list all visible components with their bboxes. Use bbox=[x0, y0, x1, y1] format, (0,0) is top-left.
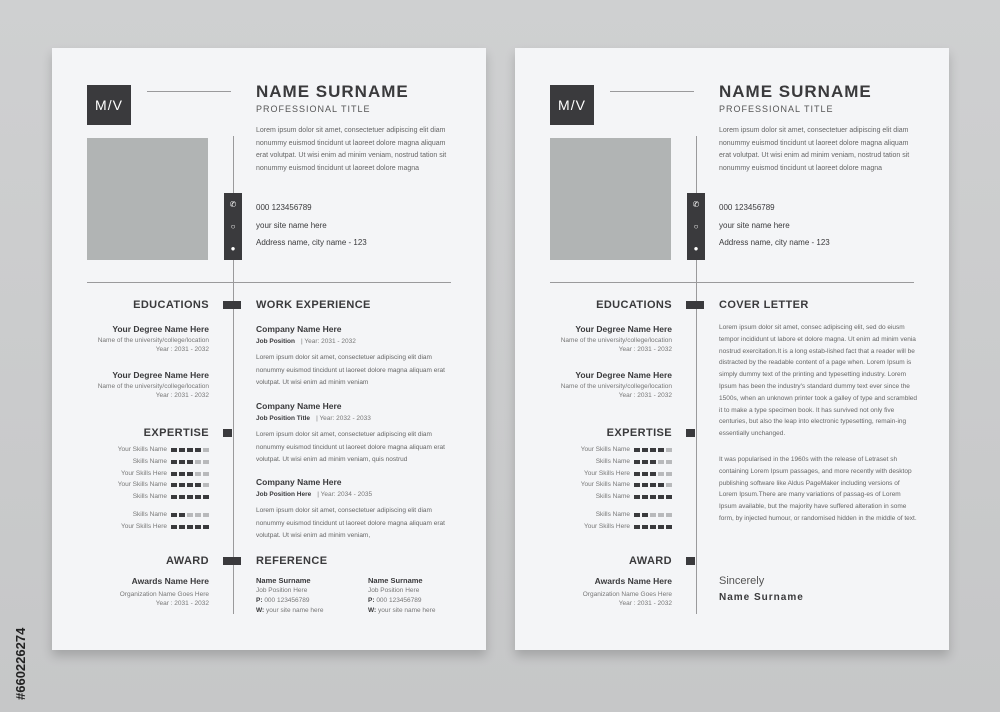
skill-level-dot bbox=[650, 525, 656, 529]
skill-label: Skills Name bbox=[132, 493, 167, 500]
skill-level-dot bbox=[634, 460, 640, 464]
skill-level-dot bbox=[658, 525, 664, 529]
full-name: NAME SURNAME bbox=[256, 82, 409, 101]
skill-level-dot bbox=[650, 460, 656, 464]
section-rule bbox=[87, 282, 451, 283]
cover-letter-heading: COVER LETTER bbox=[719, 299, 809, 311]
skill-level-dot bbox=[179, 460, 185, 464]
skill-level-dot bbox=[187, 460, 193, 464]
closing-salutation: Sincerely bbox=[719, 575, 765, 587]
photo-placeholder bbox=[550, 138, 671, 260]
skill-row bbox=[133, 493, 209, 500]
skill-level-dot bbox=[203, 513, 209, 517]
education-item: Your Degree Name Here Name of the university/college/location Year : 2031 - 2032 bbox=[560, 370, 672, 399]
skill-level-dot bbox=[650, 513, 656, 517]
contact-site: your site name here bbox=[256, 221, 327, 230]
skill-row bbox=[118, 446, 209, 453]
cover-letter-page bbox=[515, 48, 949, 650]
skill-level-dot bbox=[187, 448, 193, 452]
section-rule bbox=[550, 282, 914, 283]
skill-level-dot bbox=[187, 483, 193, 487]
globe-icon: ○ bbox=[693, 221, 699, 231]
skill-level-dot bbox=[642, 448, 648, 452]
skill-level-meter bbox=[634, 495, 672, 499]
skill-level-dot bbox=[642, 483, 648, 487]
education-item: Your Degree Name Here Name of the university/college/location Year : 2031 - 2032 bbox=[560, 324, 672, 353]
work-experience-heading: WORK EXPERIENCE bbox=[256, 299, 371, 311]
skill-level-dot bbox=[203, 460, 209, 464]
skill-level-dot bbox=[666, 448, 672, 452]
contact-address: Address name, city name - 123 bbox=[719, 238, 830, 247]
skill-row bbox=[584, 470, 672, 477]
skill-level-dot bbox=[642, 472, 648, 476]
skill-level-dot bbox=[634, 448, 640, 452]
job-entry: Company Name Here Job Position Here | Year: 2034 - 2035 Lorem ipsum dolor sit amet, consectetuer adipiscing elit diam nonummy euismod tincidunt ut laoreet dolore magna aliquam erat volutpat. Ut wisi enim ad minim veniam, bbox=[256, 477, 445, 539]
reference-item: Name Surname Job Position Here P: 000 123456789 W: your site name here bbox=[256, 576, 324, 614]
skill-level-dot bbox=[642, 525, 648, 529]
skill-level-dot bbox=[634, 483, 640, 487]
skill-level-meter bbox=[634, 483, 672, 487]
educations-heading: EDUCATIONS bbox=[596, 299, 672, 311]
skill-level-meter bbox=[171, 448, 209, 452]
header-rule bbox=[610, 91, 694, 92]
contact-phone: 000 123456789 bbox=[719, 203, 775, 212]
skill-level-dot bbox=[195, 513, 201, 517]
skill-level-dot bbox=[203, 448, 209, 452]
skill-row bbox=[581, 481, 672, 488]
skill-level-meter bbox=[171, 525, 209, 529]
skill-label: Skills Name bbox=[132, 511, 167, 518]
skill-level-dot bbox=[179, 472, 185, 476]
skill-level-dot bbox=[634, 495, 640, 499]
skill-row bbox=[596, 458, 672, 465]
skill-level-dot bbox=[650, 472, 656, 476]
phone-icon: ✆ bbox=[692, 199, 700, 209]
skill-row bbox=[581, 446, 672, 453]
cover-letter-paragraph: It was popularised in the 1960s with the release of Letraset sh containing Lorem Ipsum passages, and more recently with desktop publishing software like Aldus PageMaker including versions of Lorem Ipsum.There are many variations of passag-es of Lorem Ipsum available, but the majority have suffered alteration in some form, by injected humour, or randomised hidden in the middle of text. bbox=[719, 456, 917, 522]
skill-level-dot bbox=[666, 472, 672, 476]
skill-level-dot bbox=[187, 513, 193, 517]
skill-level-dot bbox=[634, 513, 640, 517]
contact-icon-bar bbox=[224, 193, 242, 260]
skill-level-dot bbox=[195, 472, 201, 476]
skill-level-dot bbox=[171, 495, 177, 499]
skill-label: Skills Name bbox=[132, 458, 167, 465]
education-item: Your Degree Name Here Name of the university/college/location Year : 2031 - 2032 bbox=[97, 324, 209, 353]
skill-row bbox=[121, 523, 209, 530]
skill-level-meter bbox=[634, 525, 672, 529]
skill-level-dot bbox=[642, 495, 648, 499]
skill-row bbox=[133, 458, 209, 465]
skill-level-dot bbox=[634, 525, 640, 529]
skill-level-meter bbox=[171, 495, 209, 499]
skill-level-dot bbox=[179, 448, 185, 452]
skill-label: Your Skills Here bbox=[120, 523, 167, 530]
skill-row bbox=[118, 481, 209, 488]
skill-label: Skills Name bbox=[595, 511, 630, 518]
skill-level-dot bbox=[179, 525, 185, 529]
skill-level-dot bbox=[179, 495, 185, 499]
contact-phone: 000 123456789 bbox=[256, 203, 312, 212]
skill-level-dot bbox=[650, 448, 656, 452]
skill-label: Your Skills Here bbox=[583, 523, 630, 530]
skill-level-dot bbox=[179, 483, 185, 487]
skill-level-dot bbox=[666, 483, 672, 487]
skill-level-dot bbox=[203, 483, 209, 487]
skill-level-dot bbox=[658, 448, 664, 452]
section-marker bbox=[223, 557, 241, 565]
skill-level-dot bbox=[642, 460, 648, 464]
full-name: NAME SURNAME bbox=[719, 82, 872, 101]
skill-level-dot bbox=[195, 495, 201, 499]
skill-level-dot bbox=[634, 472, 640, 476]
skill-level-dot bbox=[650, 495, 656, 499]
resume-page bbox=[52, 48, 486, 650]
stock-id-vertical: #660226274 bbox=[13, 627, 28, 700]
skill-level-dot bbox=[187, 525, 193, 529]
expertise-heading: EXPERTISE bbox=[143, 427, 209, 439]
phone-icon: ✆ bbox=[229, 199, 237, 209]
skill-level-dot bbox=[658, 513, 664, 517]
skill-row bbox=[596, 493, 672, 500]
skill-level-dot bbox=[658, 472, 664, 476]
skill-label: Skills Name bbox=[595, 458, 630, 465]
skill-level-meter bbox=[634, 460, 672, 464]
monogram-badge: M/V bbox=[550, 85, 594, 125]
award-item: Awards Name Here Organization Name Goes Here Year : 2031 - 2032 bbox=[582, 576, 672, 607]
skill-level-dot bbox=[171, 513, 177, 517]
reference-item: Name Surname Job Position Here P: 000 123456789 W: your site name here bbox=[368, 576, 436, 614]
skill-level-meter bbox=[171, 483, 209, 487]
skill-label: Your Skills Name bbox=[580, 481, 630, 488]
skill-level-dot bbox=[195, 460, 201, 464]
job-entry: Company Name Here Job Position Title | Year: 2032 - 2033 Lorem ipsum dolor sit amet, consectetuer adipiscing elit diam nonummy euismod tincidunt ut laoreet dolore magna aliquam erat volutpat. Ut wisi enim ad minim veniam, quis nostrud bbox=[256, 401, 445, 463]
signature-name: Name Surname bbox=[719, 592, 804, 603]
intro-paragraph: Lorem ipsum dolor sit amet, consectetuer adipiscing elit diam nonummy euismod tincidunt ut laoreet dolore magna aliquam erat volutpat. Ut wisi enim ad minim veniam, nostrud tation sit nonummy euismod tincidunt ut laoreet dolore magna bbox=[256, 127, 447, 172]
contact-site: your site name here bbox=[719, 221, 790, 230]
reference-heading: REFERENCE bbox=[256, 555, 328, 567]
skill-level-meter bbox=[634, 513, 672, 517]
section-marker bbox=[223, 429, 232, 437]
skill-level-dot bbox=[666, 525, 672, 529]
section-marker bbox=[686, 301, 704, 309]
skill-level-meter bbox=[171, 460, 209, 464]
skill-level-dot bbox=[666, 513, 672, 517]
award-item: Awards Name Here Organization Name Goes Here Year : 2031 - 2032 bbox=[119, 576, 209, 607]
skill-level-dot bbox=[179, 513, 185, 517]
skill-level-dot bbox=[195, 448, 201, 452]
skill-level-dot bbox=[171, 460, 177, 464]
skill-label: Your Skills Name bbox=[117, 446, 167, 453]
skill-level-meter bbox=[634, 472, 672, 476]
intro-paragraph: Lorem ipsum dolor sit amet, consectetuer adipiscing elit diam nonummy euismod tincidunt ut laoreet dolore magna aliquam erat volutpat. Ut wisi enim ad minim veniam, nostrud tation sit nonummy euismod tincidunt ut laoreet dolore magna bbox=[719, 127, 910, 172]
skill-row bbox=[121, 470, 209, 477]
skill-level-meter bbox=[171, 513, 209, 517]
skill-level-dot bbox=[650, 483, 656, 487]
skill-row bbox=[584, 523, 672, 530]
skill-label: Skills Name bbox=[595, 493, 630, 500]
skill-level-dot bbox=[203, 495, 209, 499]
education-item: Your Degree Name Here Name of the university/college/location Year : 2031 - 2032 bbox=[97, 370, 209, 399]
section-marker bbox=[686, 557, 695, 565]
section-marker bbox=[223, 301, 241, 309]
award-heading: AWARD bbox=[166, 555, 209, 567]
contact-icon-bar bbox=[687, 193, 705, 260]
skill-level-dot bbox=[666, 460, 672, 464]
globe-icon: ○ bbox=[230, 221, 236, 231]
award-heading: AWARD bbox=[629, 555, 672, 567]
skill-level-dot bbox=[666, 495, 672, 499]
skill-row bbox=[596, 511, 672, 518]
cover-letter-paragraph: Lorem ipsum dolor sit amet, consec adipiscing elit, sed do eiusm tempor incididunt ut labore et dolore magna. Ut enim ad minim venia nostrud exercitation.It is a long estab-lished fact that a reader will be distracted by the readable content of a page when. Lorem Ipsum is simply dummy text of the printing and typesetting industry. Lorem Ipsum has been the industry's standard dummy text ever since the 1500s, when an unknown printer took a galley of type and scrambled it to make a type specimen book. It has survived not only five centuries, but also the leap into electronic typesetting, remain-ing essentially unchanged. bbox=[719, 324, 918, 438]
location-pin-icon: ● bbox=[693, 244, 699, 254]
professional-title: PROFESSIONAL TITLE bbox=[256, 104, 371, 114]
skill-level-dot bbox=[171, 483, 177, 487]
skill-level-meter bbox=[634, 448, 672, 452]
skill-level-dot bbox=[171, 448, 177, 452]
educations-heading: EDUCATIONS bbox=[133, 299, 209, 311]
skill-level-meter bbox=[171, 472, 209, 476]
skill-level-dot bbox=[195, 483, 201, 487]
expertise-heading: EXPERTISE bbox=[606, 427, 672, 439]
section-marker bbox=[686, 429, 695, 437]
skill-row bbox=[133, 511, 209, 518]
skill-label: Your Skills Name bbox=[117, 481, 167, 488]
skill-label: Your Skills Here bbox=[583, 470, 630, 477]
skill-level-dot bbox=[187, 472, 193, 476]
header-rule bbox=[147, 91, 231, 92]
monogram-badge: M/V bbox=[87, 85, 131, 125]
skill-label: Your Skills Here bbox=[120, 470, 167, 477]
skill-level-dot bbox=[658, 483, 664, 487]
skill-level-dot bbox=[658, 495, 664, 499]
job-entry: Company Name Here Job Position | Year: 2031 - 2032 Lorem ipsum dolor sit amet, consectetuer adipiscing elit diam nonummy euismod tincidunt ut laoreet dolore magna aliquam erat volutpat. Ut wisi enim ad minim veniam bbox=[256, 324, 445, 386]
professional-title: PROFESSIONAL TITLE bbox=[719, 104, 834, 114]
skill-level-dot bbox=[658, 460, 664, 464]
skill-label: Your Skills Name bbox=[580, 446, 630, 453]
contact-address: Address name, city name - 123 bbox=[256, 238, 367, 247]
skill-level-dot bbox=[171, 525, 177, 529]
skill-level-dot bbox=[642, 513, 648, 517]
skill-level-dot bbox=[187, 495, 193, 499]
skill-level-dot bbox=[203, 525, 209, 529]
location-pin-icon: ● bbox=[230, 244, 236, 254]
skill-level-dot bbox=[195, 525, 201, 529]
photo-placeholder bbox=[87, 138, 208, 260]
skill-level-dot bbox=[203, 472, 209, 476]
skill-level-dot bbox=[171, 472, 177, 476]
